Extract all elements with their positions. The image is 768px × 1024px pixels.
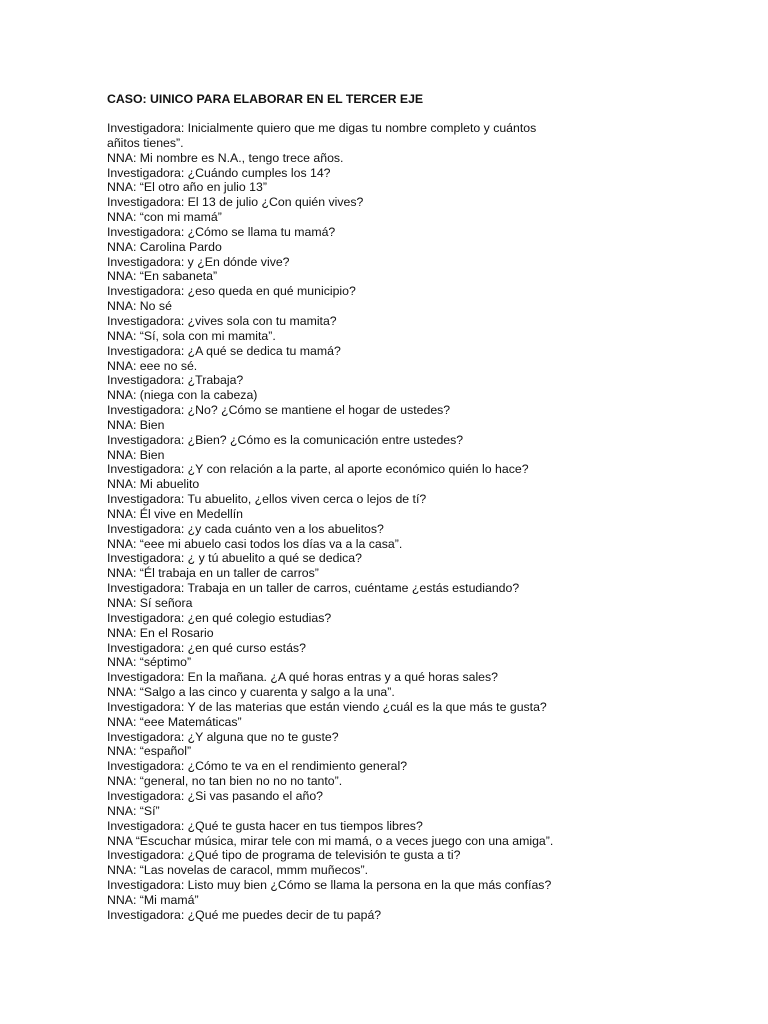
transcript-line: NNA: “con mi mamá” — [107, 210, 222, 225]
document-body — [107, 92, 727, 923]
transcript-line: Investigadora: ¿Qué me puedes decir de tu papá? — [107, 907, 382, 922]
transcript-line: Investigadora: ¿en qué colegio estudias? — [107, 610, 332, 625]
transcript-line: Investigadora: ¿Bien? ¿Cómo es la comunicación entre ustedes? — [107, 432, 464, 447]
transcript-line: NNA: Bien — [107, 417, 165, 432]
transcript-line: Investigadora: ¿Cómo se llama tu mamá? — [107, 224, 336, 239]
transcript-line: NNA: “general, no tan bien no no no tanto”. — [107, 774, 343, 789]
transcript-line: NNA: Él vive en Medellín — [107, 506, 244, 521]
transcript-line: Investigadora: ¿Qué te gusta hacer en tus tiempos libres? — [107, 818, 423, 833]
transcript-line: NNA: (niega con la cabeza) — [107, 388, 258, 403]
transcript-line: Investigadora: ¿eso queda en qué municipio? — [107, 284, 356, 299]
transcript-line: Investigadora: ¿ y tú abuelito a qué se dedica? — [107, 551, 362, 566]
transcript-line: Investigadora: ¿Cuándo cumples los 14? — [107, 165, 331, 180]
transcript-line: NNA: “Salgo a las cinco y cuarenta y salgo a la una”. — [107, 685, 395, 700]
transcript-line: NNA “Escuchar música, mirar tele con mi mamá, o a veces juego con una amiga”. — [107, 833, 554, 848]
transcript-line: Investigadora: Inicialmente quiero que me digas tu nombre completo y cuántos — [107, 121, 537, 135]
transcript-line: Investigadora: ¿Y alguna que no te guste? — [107, 729, 339, 744]
transcript-line: NNA: En el Rosario — [107, 625, 214, 640]
transcript-line: Investigadora: ¿A qué se dedica tu mamá? — [107, 343, 341, 358]
transcript-line: NNA: “Las novelas de caracol, mmm muñecos”. — [107, 863, 369, 878]
transcript-line: Investigadora: ¿Qué tipo de programa de televisión te gusta a ti? — [107, 848, 461, 863]
transcript-line: Investigadora: Y de las materias que están viendo ¿cuál es la que más te gusta? — [107, 699, 547, 714]
transcript-line: Investigadora: Trabaja en un taller de carros, cuéntame ¿estás estudiando? — [107, 581, 520, 596]
transcript-line: NNA: “eee Matemáticas” — [107, 714, 242, 729]
transcript-line: NNA: “El otro año en julio 13” — [107, 180, 267, 195]
transcript-line: NNA: “español” — [107, 744, 192, 759]
transcript — [107, 121, 727, 923]
transcript-line: Investigadora: ¿Trabaja? — [107, 373, 244, 388]
transcript-line: NNA: Mi abuelito — [107, 477, 200, 492]
transcript-line: NNA: eee no sé. — [107, 358, 198, 373]
transcript-line: Investigadora: Listo muy bien ¿Cómo se llama la persona en la que más confías? — [107, 878, 552, 893]
transcript-line: Investigadora: El 13 de julio ¿Con quién vives? — [107, 195, 364, 210]
transcript-line: NNA: “eee mi abuelo casi todos los días va a la casa”. — [107, 536, 403, 551]
transcript-line: Investigadora: Tu abuelito, ¿ellos viven cerca o lejos de tí? — [107, 492, 427, 507]
transcript-line: NNA: Mi nombre es N.A., tengo trece años. — [107, 150, 344, 165]
transcript-line: NNA: “En sabaneta” — [107, 269, 218, 284]
transcript-line: NNA: Sí señora — [107, 596, 193, 610]
transcript-line: NNA: “Mi mamá” — [107, 892, 199, 907]
transcript-line: NNA: Carolina Pardo — [107, 239, 222, 254]
transcript-line: NNA: “Sí” — [107, 803, 160, 818]
transcript-line: Investigadora: ¿en qué curso estás? — [107, 640, 306, 655]
transcript-line: Investigadora: ¿y cada cuánto ven a los abuelitos? — [107, 521, 384, 536]
transcript-line: añitos tienes”. — [107, 135, 184, 150]
transcript-line: Investigadora: ¿vives sola con tu mamita? — [107, 313, 337, 328]
transcript-line: NNA: Bien — [107, 447, 165, 462]
transcript-line: NNA: “séptimo” — [107, 655, 192, 670]
transcript-line: NNA: “Él trabaja en un taller de carros” — [107, 566, 319, 581]
transcript-line: Investigadora: ¿Si vas pasando el año? — [107, 788, 324, 803]
transcript-line: NNA: “Sí, sola con mi mamita”. — [107, 328, 276, 343]
transcript-line: Investigadora: ¿Cómo te va en el rendimiento general? — [107, 759, 408, 774]
transcript-line: Investigadora: ¿Y con relación a la parte, al aporte económico quién lo hace? — [107, 462, 529, 477]
transcript-line: NNA: No sé — [107, 299, 172, 314]
transcript-line: Investigadora: En la mañana. ¿A qué horas entras y a qué horas sales? — [107, 670, 499, 685]
transcript-line: Investigadora: ¿No? ¿Cómo se mantiene el hogar de ustedes? — [107, 403, 451, 418]
document-title: CASO: UINICO PARA ELABORAR EN EL TERCER EJE — [107, 92, 424, 106]
transcript-line: Investigadora: y ¿En dónde vive? — [107, 254, 290, 269]
